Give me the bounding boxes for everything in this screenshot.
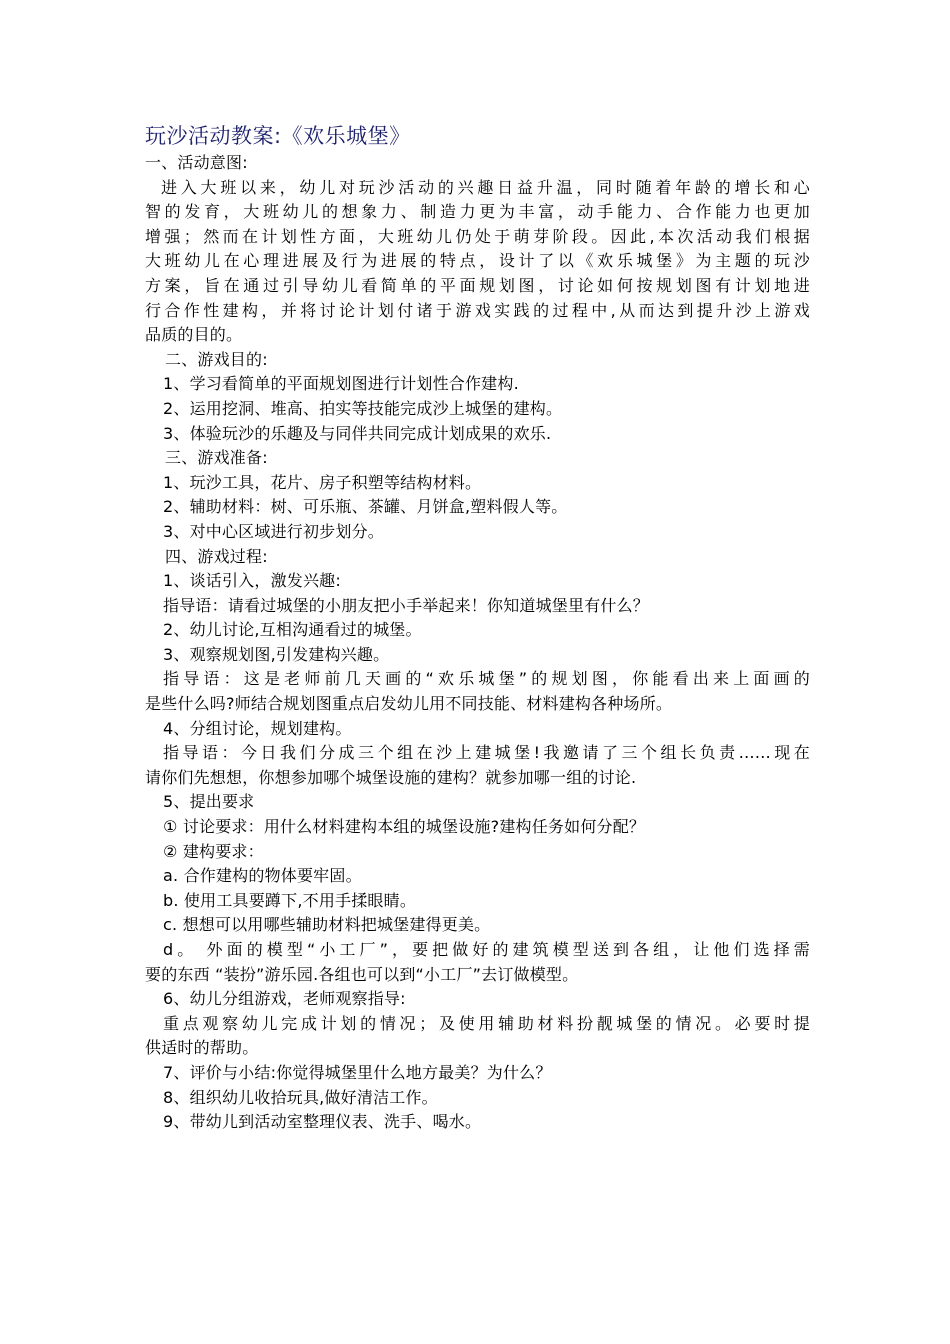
process-step: 3、观察规划图,引发建构兴趣。 xyxy=(163,644,390,664)
process-guide-text: 请你们先想想，你想参加哪个城堡设施的建构？就参加哪一组的讨论. xyxy=(145,767,637,787)
document-page xyxy=(145,121,810,1135)
requirement-subitem: d。 外面的模型“小工厂”，要把做好的建筑模型送到各组，让他们选择需 xyxy=(163,940,810,959)
process-step: 6、幼儿分组游戏，老师观察指导: xyxy=(163,989,406,1009)
intro-paragraph-line: 品质的目的。 xyxy=(145,325,243,345)
section-heading-goals: 二、游戏目的: xyxy=(165,349,268,369)
process-guide-text: 指导语：今日我们分成三个组在沙上建城堡!我邀请了三个组长负责……现在 xyxy=(163,743,810,763)
goal-item: 3、体验玩沙的乐趣及与同伴共同完成计划成果的欢乐. xyxy=(163,423,552,443)
requirement-subitem: b. 使用工具要蹲下,不用手揉眼睛。 xyxy=(163,890,417,910)
process-guide-text: 指导语：这是老师前几天画的“欢乐城堡”的规划图，你能看出来上面画的 xyxy=(163,669,810,689)
requirement-item: ② 建构要求： xyxy=(163,841,264,861)
process-guide-text: 是些什么吗?师结合规划图重点启发幼儿用不同技能、材料建构各种场所。 xyxy=(145,694,673,714)
process-step: 2、幼儿讨论,互相沟通看过的城堡。 xyxy=(163,620,422,640)
requirement-item: ① 讨论要求：用什么材料建构本组的城堡设施?建构任务如何分配？ xyxy=(163,817,646,837)
preparation-item: 2、辅助材料：树、可乐瓶、茶罐、月饼盒,塑料假人等。 xyxy=(163,497,568,517)
section-heading-intent: 一、活动意图: xyxy=(145,153,248,172)
process-step: 4、分组讨论，规划建构。 xyxy=(163,718,352,738)
process-step: 7、评价与小结:你觉得城堡里什么地方最美？为什么？ xyxy=(163,1062,552,1082)
preparation-item: 1、玩沙工具，花片、房子积塑等结构材料。 xyxy=(163,472,482,492)
process-guide-text: 指导语：请看过城堡的小朋友把小手举起来！你知道城堡里有什么？ xyxy=(163,595,650,615)
process-step: 8、组织幼儿收拾玩具,做好清洁工作。 xyxy=(163,1087,438,1107)
process-step: 9、带幼儿到活动室整理仪表、洗手、喝水。 xyxy=(163,1112,482,1132)
requirement-subitem: 要的东西 “装扮”游乐园.各组也可以到“小工厂”去订做模型。 xyxy=(145,964,579,984)
intro-paragraph-line: 方案，旨在通过引导幼儿看简单的平面规划图，讨论如何按规划图有计划地进 xyxy=(145,275,810,295)
intro-paragraph-line: 增强；然而在计划性方面，大班幼儿仍处于萌芽阶段。因此,本次活动我们根据 xyxy=(145,226,810,246)
process-guide-text: 重点观察幼儿完成计划的情况；及使用辅助材料扮靓城堡的情况。必要时提 xyxy=(163,1013,810,1033)
preparation-item: 3、对中心区域进行初步划分。 xyxy=(163,521,384,541)
intro-paragraph-line: 行合作性建构，并将讨论计划付诸于游戏实践的过程中,从而达到提升沙上游戏 xyxy=(145,300,810,320)
goal-item: 1、学习看简单的平面规划图进行计划性合作建构. xyxy=(163,374,519,394)
section-heading-preparation: 三、游戏准备: xyxy=(165,448,268,468)
section-heading-process: 四、游戏过程: xyxy=(165,546,268,566)
intro-paragraph-line: 大班幼儿在心理进展及行为进展的特点，设计了以《欢乐城堡》为主题的玩沙 xyxy=(145,251,810,271)
process-step: 5、提出要求 xyxy=(163,792,255,812)
process-step: 1、谈话引入，激发兴趣: xyxy=(163,571,341,591)
goal-item: 2、运用挖洞、堆高、拍实等技能完成沙上城堡的建构。 xyxy=(163,398,563,418)
intro-paragraph-line: 进入大班以来，幼儿对玩沙活动的兴趣日益升温，同时随着年龄的增长和心 xyxy=(161,177,810,197)
document-title: 玩沙活动教案:《欢乐城堡》 xyxy=(145,124,411,148)
requirement-subitem: a. 合作建构的物体要牢固。 xyxy=(163,866,362,886)
requirement-subitem: c. 想想可以用哪些辅助材料把城堡建得更美。 xyxy=(163,915,491,935)
process-guide-text: 供适时的帮助。 xyxy=(145,1038,259,1058)
intro-paragraph-line: 智的发育，大班幼儿的想象力、制造力更为丰富，动手能力、合作能力也更加 xyxy=(145,202,810,222)
